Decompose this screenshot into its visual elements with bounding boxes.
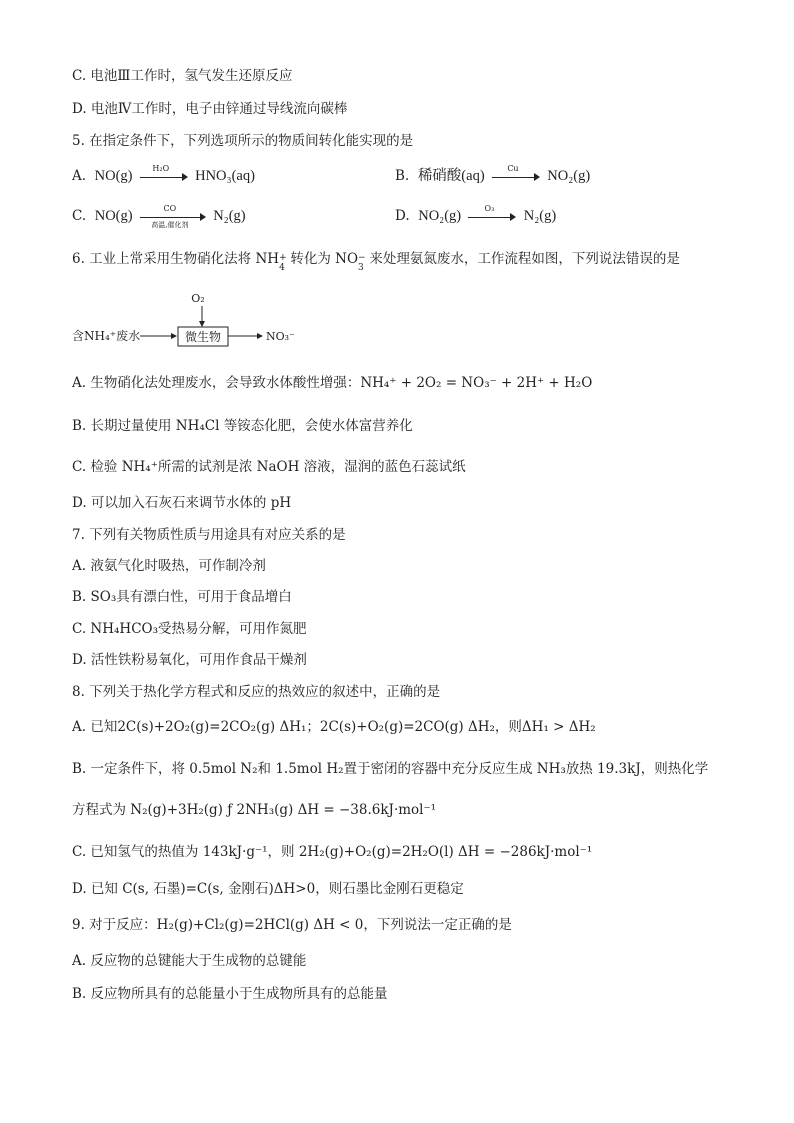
q8-option-b-line2: 方程式为 N₂(g)+3H₂(g) ƒ 2NH₃(g) ΔH = −38.6kJ·mol⁻¹: [72, 802, 437, 818]
q6-option-d: D. 可以加入石灰石来调节水体的 pH: [72, 495, 292, 511]
reactant: NO₂(g): [418, 208, 462, 224]
option-label: B.: [395, 168, 410, 184]
ion-charge: + 4: [279, 252, 287, 273]
oxygen-label: O₂: [191, 292, 205, 305]
q8-option-c: C. 已知氢气的热值为 143kJ·g⁻¹，则 2H₂(g)+O₂(g)=2H₂O(l) ΔH = −286kJ·mol⁻¹: [72, 844, 593, 860]
q8-stem: 8. 下列关于热化学方程式和反应的热效应的叙述中，正确的是: [72, 684, 441, 700]
q6-option-b: B. 长期过量使用 NH₄Cl 等铵态化肥，会使水体富营养化: [72, 418, 413, 434]
arrow-condition: Cu: [507, 163, 519, 173]
option-label: A.: [72, 168, 87, 184]
q9-option-a: A. 反应物的总键能大于生成物的总键能: [72, 953, 307, 969]
arrow-condition: O₃: [484, 203, 495, 213]
arrow-head-icon: [257, 333, 263, 339]
arrow-head-icon: [199, 321, 205, 327]
ion-charge: − 3: [358, 252, 366, 273]
reaction-arrow-icon: [140, 163, 188, 182]
q7-option-d: D. 活性铁粉易氧化，可用作食品干燥剂: [72, 652, 307, 668]
q9-option-b: B. 反应物所具有的总能量小于生成物所具有的总能量: [72, 986, 388, 1002]
q7-stem: 7. 下列有关物质性质与用途具有对应关系的是: [72, 527, 346, 543]
wastewater-label: 含NH₄⁺废水: [72, 329, 141, 343]
product: NO₂(g): [547, 168, 591, 184]
q7-option-b: B. SO₃具有漂白性，可用于食品增白: [72, 589, 292, 605]
q9-stem: 9. 对于反应：H₂(g)+Cl₂(g)=2HCl(g) ΔH < 0，下列说法一定正确的是: [72, 917, 512, 933]
q7-option-c: C. NH₄HCO₃受热易分解，可用作氮肥: [72, 621, 307, 637]
product: N₂(g): [523, 208, 557, 224]
q5-option-b: [395, 163, 591, 185]
arrow-condition-under: 高温,催化剂: [151, 220, 189, 229]
q4-option-d: D. 电池Ⅳ工作时，电子由锌通过导线流向碳棒: [72, 101, 348, 117]
arrow-condition: CO: [163, 203, 177, 213]
product: HNO₃(aq): [195, 168, 255, 184]
q4-option-c: C. 电池Ⅲ工作时，氢气发生还原反应: [72, 68, 293, 84]
stem-part-1: 6. 工业上常采用生物硝化法将 NH: [72, 251, 280, 267]
option-label: D.: [395, 208, 410, 224]
reaction-arrow-icon: [468, 203, 516, 222]
q5-option-a: [72, 163, 255, 185]
stem-part-2: 转化为 NO: [290, 251, 359, 267]
reactant: 稀硝酸(aq): [417, 168, 485, 184]
arrow-head-icon: [171, 333, 177, 339]
reactant: NO(g): [94, 168, 133, 184]
reaction-arrow-icon: [492, 163, 540, 182]
nitrate-label: NO₃⁻: [266, 330, 295, 343]
q8-option-b-line1: B. 一定条件下，将 0.5mol N₂和 1.5mol H₂置于密闭的容器中充分反应生成 NH₃放热 19.3kJ，则热化学: [72, 761, 709, 777]
q7-option-a: A. 液氨气化时吸热，可作制冷剂: [72, 558, 266, 574]
q6-stem: [72, 250, 680, 273]
q5-option-d: [395, 203, 557, 225]
product: N₂(g): [213, 208, 246, 224]
q8-option-d: D. 已知 C(s, 石墨)=C(s, 金刚石)ΔH>0，则石墨比金刚石更稳定: [72, 881, 464, 897]
arrow-condition: H₂O: [152, 163, 170, 173]
q5-option-c: [72, 203, 246, 229]
process-flow-diagram: [72, 286, 312, 356]
microbe-label: 微生物: [184, 330, 222, 344]
q6-option-c: C. 检验 NH₄⁺所需的试剂是浓 NaOH 溶液，湿润的蓝色石蕊试纸: [72, 459, 466, 475]
q8-option-a: A. 已知2C(s)+2O₂(g)=2CO₂(g) ΔH₁；2C(s)+O₂(g)=2CO(g) ΔH₂，则ΔH₁ > ΔH₂: [72, 719, 596, 735]
reaction-arrow-icon: [140, 203, 206, 229]
option-label: C.: [72, 208, 87, 224]
stem-part-3: 来处理氨氮废水，工作流程如图，下列说法错误的是: [369, 251, 680, 267]
q5-stem: 5. 在指定条件下，下列选项所示的物质间转化能实现的是: [72, 133, 414, 149]
reactant: NO(g): [94, 208, 133, 224]
q6-option-a: A. 生物硝化法处理废水，会导致水体酸性增强：NH₄⁺ + 2O₂ = NO₃⁻ + 2H⁺ + H₂O: [72, 375, 593, 391]
